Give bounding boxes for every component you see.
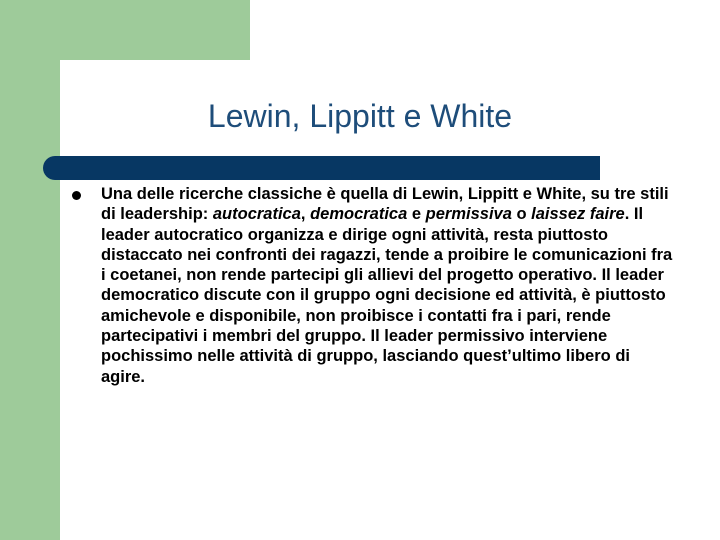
bullet-text [101,184,673,387]
separator: e [407,205,426,224]
title-divider-bar [43,156,600,180]
green-left-band [0,0,60,540]
style-autocratic: autocratica [212,205,301,224]
slide-title: Lewin, Lippitt e White [207,98,513,134]
separator: o [511,205,532,224]
text-part-1: Una delle ricerche classiche è quella di Lewin, Lippitt e White, su tre stili di leadership: [101,185,669,224]
green-top-band [0,0,250,60]
style-laissez-faire: laissez faire [531,205,625,224]
style-democratic: democratica [310,205,408,224]
bullet-icon [72,191,81,200]
text-part-2: . Il leader autocratico organizza e dirige ogni attività, resta piuttosto distaccato nei confronti dei ragazzi, tende a proibire le comunicazioni fra i coetanei, non rende partecipi gli allievi del progetto operativo. Il leader democratico discute con il gruppo ogni decisione ed attività, è piuttosto amichevole e disponibile, non proibisce i contatti fra i pari, rende partecipativi i membri del gruppo. Il leader permissivo interviene pochissimo nelle attività di gruppo, lasciando quest’ultimo libero di agire. [101,205,673,386]
separator: , [300,205,311,224]
style-permissive: permissiva [425,205,512,224]
